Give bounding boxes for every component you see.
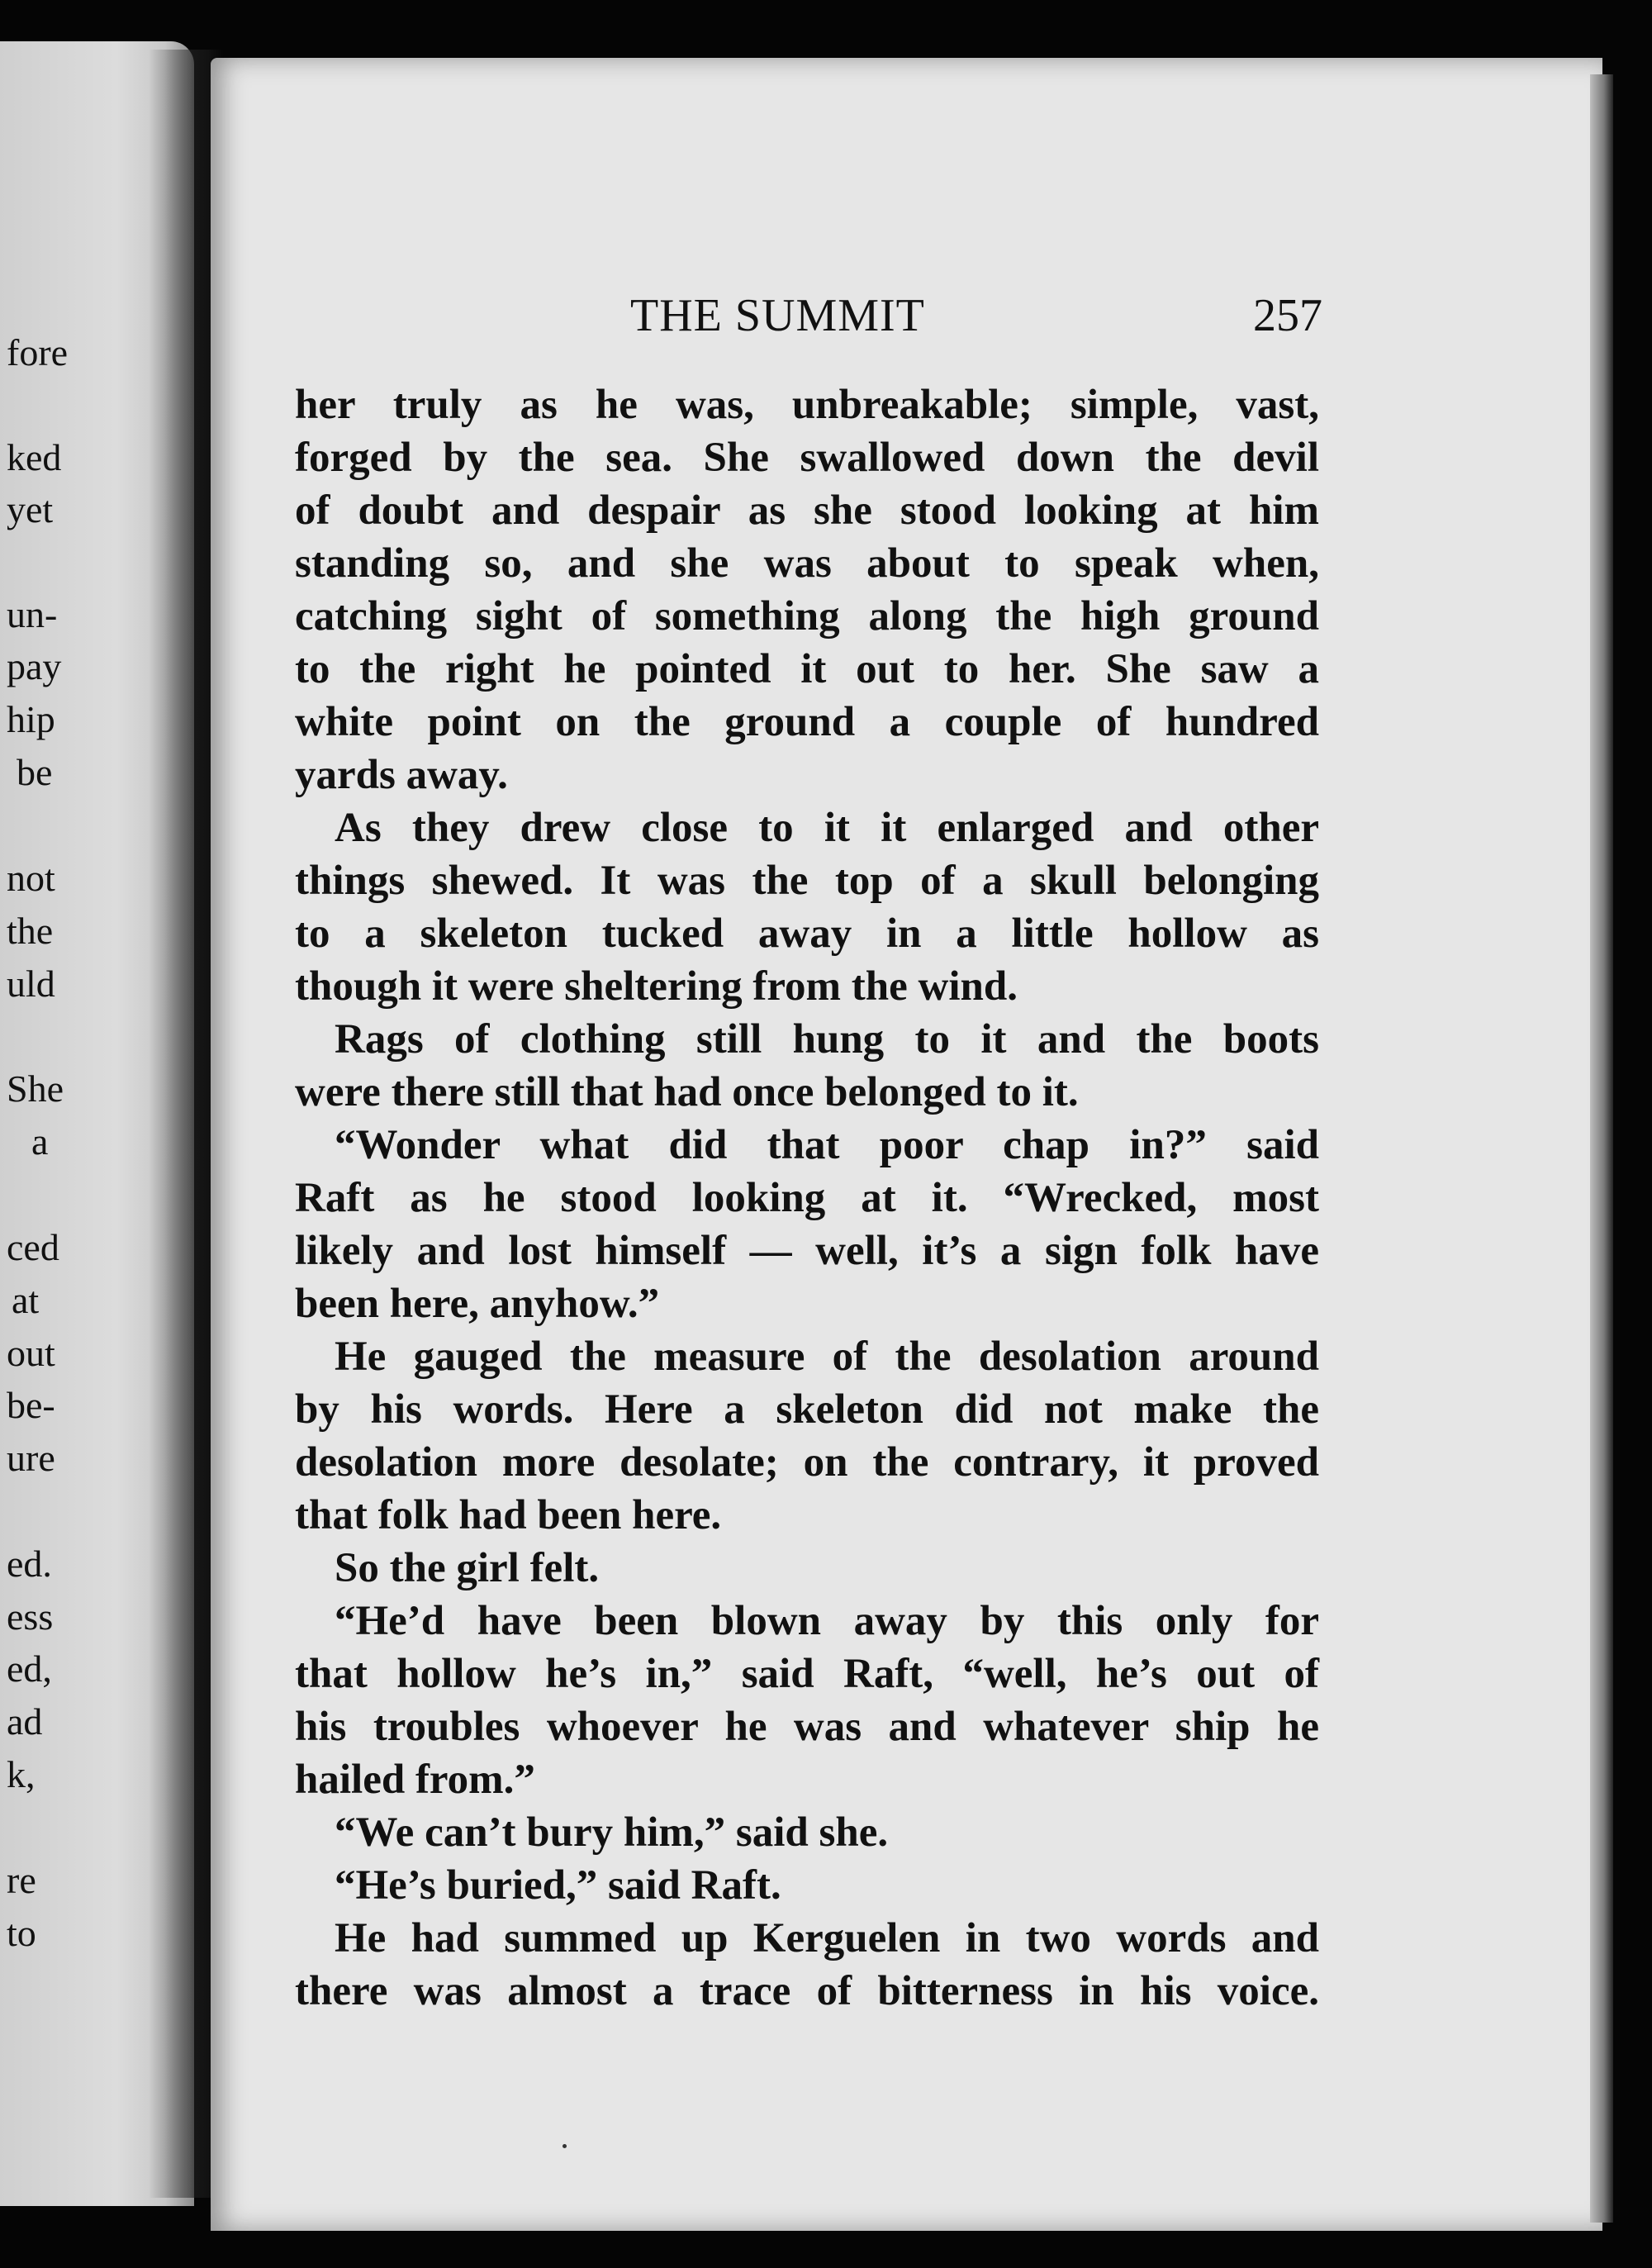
text-line: of doubt and despair as she stood looking at him <box>295 487 1319 534</box>
text-line: likely and lost himself — well, it’s a sign folk have <box>295 1228 1319 1274</box>
left-fragment: a <box>31 1120 49 1163</box>
text-line: “He’d have been blown away by this only for <box>335 1598 1319 1644</box>
left-fragment: ced <box>7 1226 59 1268</box>
left-fragment: fore <box>7 331 69 373</box>
text-line: “He’s buried,” said Raft. <box>335 1862 781 1909</box>
text-line: catching sight of something along the high ground <box>295 593 1319 640</box>
text-line: desolation more desolate; on the contrary, it proved <box>295 1439 1319 1486</box>
left-fragment: pay <box>7 645 62 687</box>
left-fragment: She <box>7 1067 64 1110</box>
text-line: So the girl felt. <box>335 1545 600 1591</box>
text-line: that folk had been here. <box>295 1492 722 1538</box>
text-line: yards away. <box>295 752 508 798</box>
left-fragment: to <box>7 1912 36 1954</box>
page-header <box>211 291 1602 340</box>
text-line: “Wonder what did that poor chap in?” said <box>335 1122 1319 1168</box>
left-fragment: hip <box>7 698 55 740</box>
text-line: his troubles whoever he was and whatever ship he <box>295 1704 1319 1750</box>
text-line: to a skeleton tucked away in a little hollow as <box>295 911 1319 957</box>
text-line: her truly as he was, unbreakable; simple, vast, <box>295 382 1319 428</box>
paper-speck <box>563 2144 567 2148</box>
left-fragment: ed, <box>7 1648 52 1690</box>
text-line: there was almost a trace of bitterness in his voice. <box>295 1968 1319 2014</box>
left-fragment: not <box>7 857 55 899</box>
text-line: He gauged the measure of the desolation around <box>335 1334 1319 1380</box>
left-fragment: uld <box>7 963 55 1005</box>
left-fragment: yet <box>7 488 54 530</box>
left-fragment: re <box>7 1859 36 1901</box>
left-fragment: ad <box>7 1700 43 1743</box>
page-body <box>295 378 1319 2018</box>
left-fragment: the <box>7 910 54 952</box>
left-fragment: ked <box>7 436 62 478</box>
text-line: were there still that had once belonged to it. <box>295 1069 1079 1115</box>
text-line: though it were sheltering from the wind. <box>295 963 1018 1010</box>
text-line: As they drew close to it it enlarged and other <box>335 805 1319 851</box>
text-line: white point on the ground a couple of hundred <box>295 699 1319 745</box>
page-number: 257 <box>1253 290 1322 341</box>
text-line: that hollow he’s in,” said Raft, “well, he’s out of <box>295 1651 1319 1697</box>
left-fragment: be <box>17 751 53 793</box>
text-line: He had summed up Kerguelen in two words and <box>335 1915 1319 1961</box>
left-fragment: at <box>12 1279 40 1321</box>
left-fragment: ed. <box>7 1543 52 1585</box>
left-fragment: be- <box>7 1384 55 1426</box>
left-fragment: ess <box>7 1595 54 1638</box>
left-fragment: out <box>7 1332 55 1374</box>
text-line: forged by the sea. She swallowed down the devil <box>295 435 1319 481</box>
running-head: THE SUMMIT <box>630 290 925 341</box>
text-line: “We can’t bury him,” said she. <box>335 1809 889 1856</box>
text-line: standing so, and she was about to speak when, <box>295 540 1319 587</box>
text-line: by his words. Here a skeleton did not make the <box>295 1386 1319 1433</box>
text-line: Raft as he stood looking at it. “Wrecked, most <box>295 1175 1319 1221</box>
text-line: things shewed. It was the top of a skull belonging <box>295 858 1319 904</box>
text-line: been here, anyhow.” <box>295 1281 660 1327</box>
text-line: Rags of clothing still hung to it and the boots <box>335 1016 1319 1063</box>
page-edge-shadow <box>1590 74 1613 2223</box>
left-fragment: ure <box>7 1437 55 1479</box>
current-page <box>211 58 1602 2231</box>
left-fragment: k, <box>7 1753 36 1795</box>
text-line: hailed from.” <box>295 1757 535 1803</box>
text-line: to the right he pointed it out to her. She saw a <box>295 646 1319 692</box>
left-fragment: un- <box>7 593 58 635</box>
